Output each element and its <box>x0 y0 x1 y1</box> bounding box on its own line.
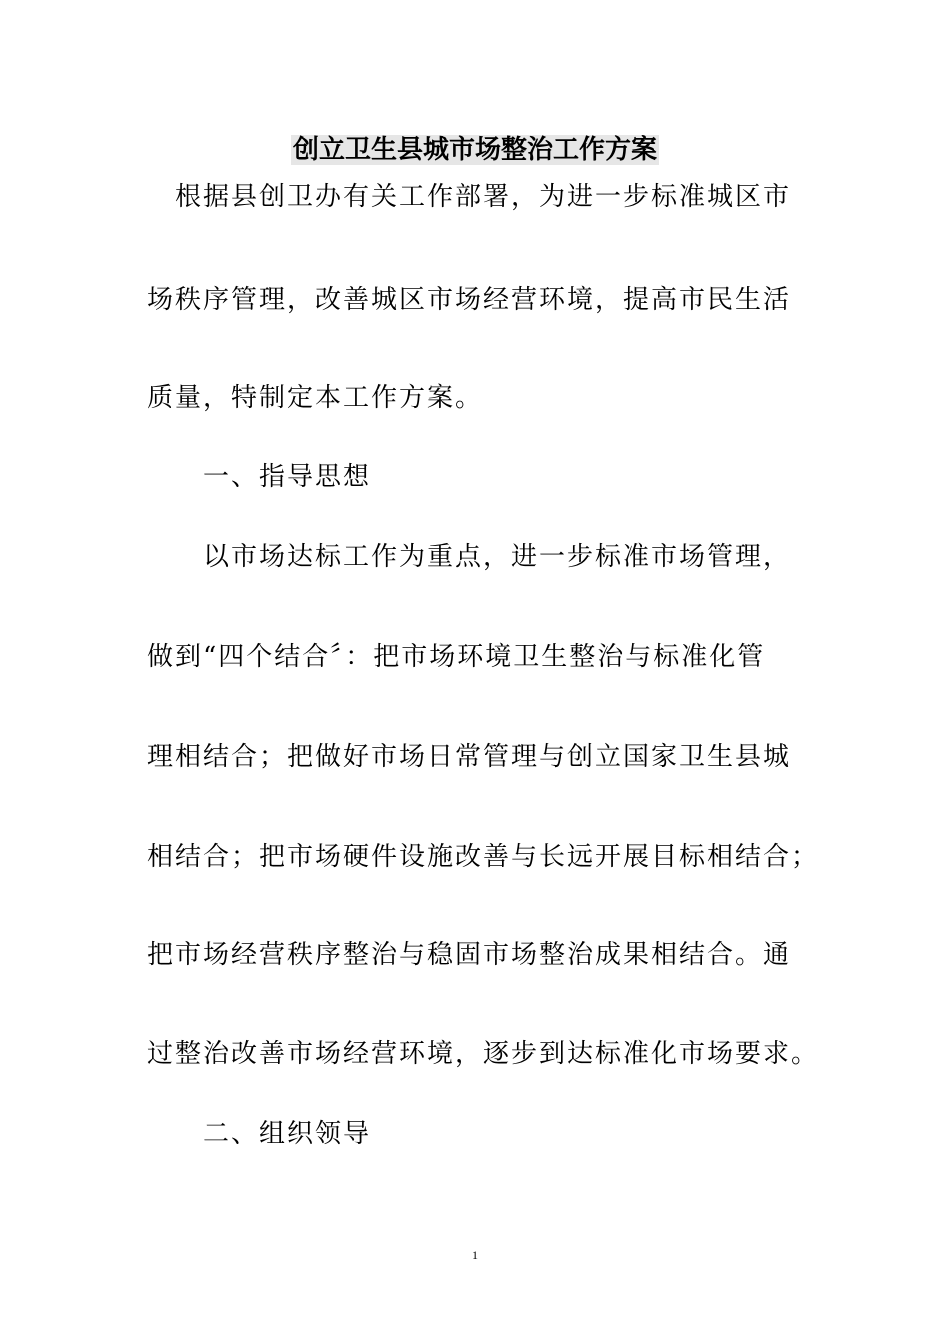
body-line-4: 以市场达标工作为重点，进一步标准市场管理， <box>203 542 792 572</box>
body-line-8: 把市场经营秩序整治与稳固市场整治成果相结合。通 <box>147 940 792 970</box>
document-title-text: 创立卫生县城市场整治工作方案 <box>292 135 657 165</box>
section-heading-2: 二、组织领导 <box>203 1119 372 1149</box>
document-title <box>0 133 950 167</box>
page-number: 1 <box>472 1248 478 1262</box>
body-line-2: 场秩序管理，改善城区市场经营环境，提高市民生活 <box>147 285 792 315</box>
body-line-7: 相结合；把市场硬件设施改善与长远开展目标相结合； <box>147 842 820 872</box>
section-heading-1: 一、指导思想 <box>203 462 372 492</box>
body-line-3: 质量，特制定本工作方案。 <box>147 383 484 413</box>
body-line-9: 过整治改善市场经营环境，逐步到达标准化市场要求。 <box>147 1039 820 1069</box>
body-line-5: 做到“四个结合〞：把市场环境卫生整治与标准化管 <box>147 642 766 672</box>
body-line-6: 理相结合；把做好市场日常管理与创立国家卫生县城 <box>147 742 792 772</box>
body-line-1: 根据县创卫办有关工作部署，为进一步标准城区市 <box>175 182 792 212</box>
